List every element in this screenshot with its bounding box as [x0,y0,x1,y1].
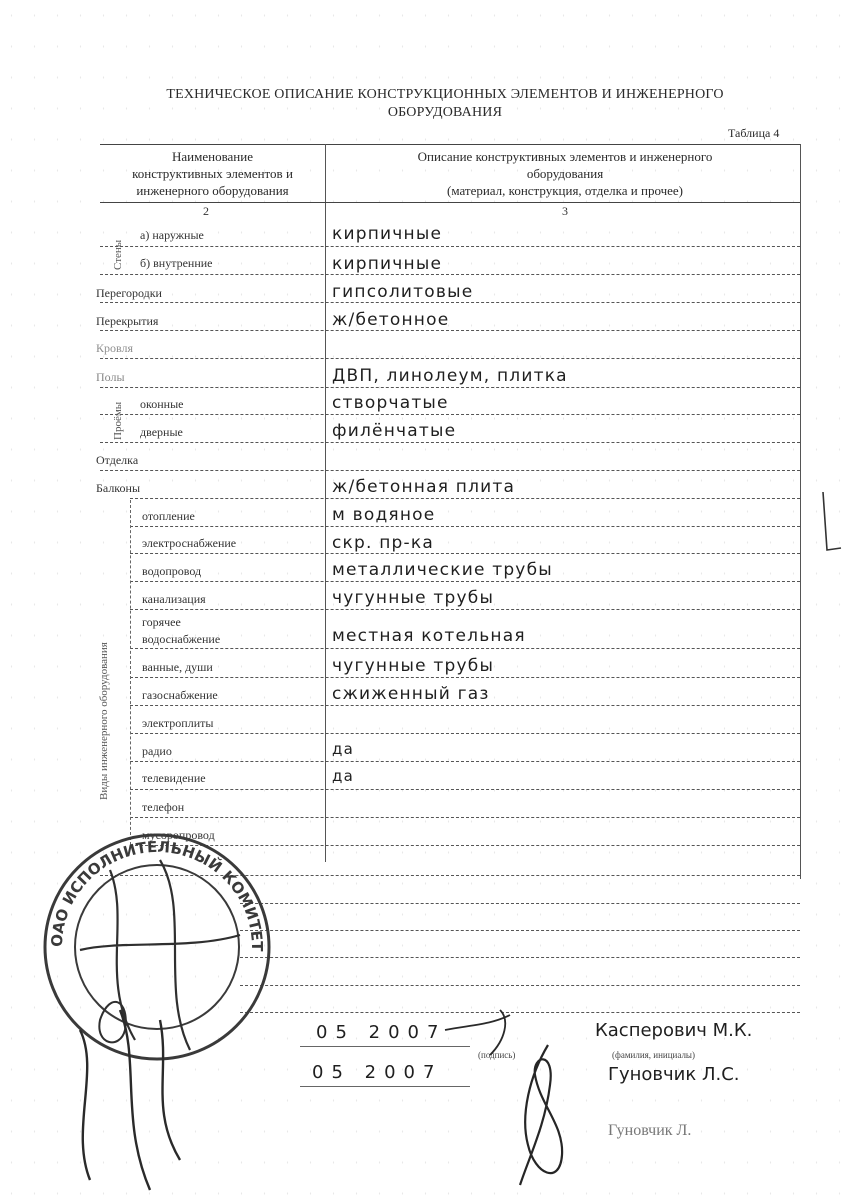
footer-name-2: Гуновчик Л.С. [608,1064,740,1085]
row-label-baths: ванные, души [142,660,213,674]
row-separator [130,553,800,554]
row-separator [130,761,800,762]
column-number-3: 3 [562,204,568,218]
header-bottom-line [100,202,800,203]
footer-name-caption: (фамилия, инициалы) [612,1050,695,1060]
row-label-water-supply: водопровод [142,564,202,578]
initial-mark [440,1005,520,1065]
row-label-floors-slabs: Перекрытия [96,314,159,328]
row-separator [100,387,800,388]
table-number: Таблица 4 [728,126,780,140]
row-separator [130,498,800,499]
row-value-tv: да [332,767,354,785]
title-line-1: ТЕХНИЧЕСКОЕ ОПИСАНИЕ КОНСТРУКЦИОННЫХ ЭЛЕМЕНТОВ И ИНЖЕНЕРНОГО [166,87,724,102]
row-label-walls-inner: б) внутренние [140,256,213,270]
footer-name-3: Гуновчик Л. [608,1122,692,1139]
side-label-utilities: Виды инженерного оборудования [98,642,110,800]
row-label-walls-outer: а) наружные [140,228,204,242]
row-label-roof: Кровля [96,341,134,355]
blank-line [240,930,800,931]
table-top-line [100,144,800,145]
stamp-text: ОАО ИСПОЛНИТЕЛЬНЫЙ КОМИТЕТ [47,837,267,952]
row-label-heating: отопление [142,509,195,523]
row-label-partitions: Перегородки [96,286,162,300]
row-value-baths: чугунные трубы [332,656,495,676]
row-separator [130,677,800,678]
row-label-sewerage: канализация [142,592,206,606]
row-separator [100,442,800,443]
row-separator [130,733,800,734]
row-label-garbage-chute: мусоропровод [142,828,215,842]
row-label-radio: радио [142,744,172,758]
footer-date-1: 05 2007 [316,1022,447,1043]
row-label-electricity: электроснабжение [142,536,237,550]
row-separator [130,817,800,818]
row-separator [130,609,800,610]
svg-text:ОАО ИСПОЛНИТЕЛЬНЫЙ КОМИТЕТ [48,838,266,952]
footer-line-2 [300,1086,470,1087]
row-value-radio: да [332,740,354,758]
row-separator [130,648,800,649]
side-label-openings: Проёмы [112,401,124,440]
header-col-1: Наименование конструктивных элементов и инженерного оборудования [132,149,293,198]
row-separator [100,470,800,471]
row-separator [130,705,800,706]
signature-caption: (подпись) [478,1050,516,1060]
row-value-water-supply: металлические трубы [332,560,553,580]
row-separator [100,302,800,303]
row-label-floors: Полы [96,370,125,384]
row-value-windows: створчатые [332,393,449,413]
row-separator [100,330,800,331]
row-separator [100,358,800,359]
row-label-finishing: Отделка [96,453,139,467]
row-separator [100,246,800,247]
row-value-sewerage: чугунные трубы [332,588,495,608]
row-separator [100,414,800,415]
row-separator [130,526,800,527]
row-label-balconies: Балконы [96,481,141,495]
footer-date-2: 05 2007 [312,1062,443,1083]
row-label-doors: дверные [140,425,183,439]
blank-line [240,985,800,986]
title-line-2: ОБОРУДОВАНИЯ [387,105,503,120]
row-value-walls-inner: кирпичные [332,254,443,274]
row-label-gas: газоснабжение [142,688,218,702]
blank-line [240,957,800,958]
table-right-border [800,144,801,879]
row-label-windows: оконные [140,397,184,411]
document-title [95,86,795,122]
side-label-walls: Стены [112,239,124,270]
header-col-2: Описание конструктивных элементов и инженерного оборудования (материал, конструкция, отделка и прочее) [417,149,713,198]
footer-name-1: Касперович М.К. [595,1020,753,1041]
row-label-hot-water: водоснабжение [142,632,221,646]
row-label-tv: телевидение [142,771,206,785]
row-label-electric-stoves: электроплиты [142,716,214,730]
signature-margin [60,990,200,1200]
column-number-2: 2 [203,204,209,218]
blank-line [240,1012,800,1013]
sub-column-divider [130,500,131,845]
row-value-walls-outer: кирпичные [332,224,443,244]
row-value-heating: м водяное [332,505,436,525]
row-value-electricity: скр. пр-ка [332,533,434,553]
row-separator [130,581,800,582]
column-divider [325,144,326,862]
row-value-partitions: гипсолитовые [332,282,474,302]
row-separator [130,789,800,790]
row-value-balconies: ж/бетонная плита [332,477,516,497]
row-value-hot-water: местная котельная [332,626,526,646]
blank-line [240,903,800,904]
margin-bracket [815,490,845,570]
row-value-doors: филёнчатые [332,421,457,441]
row-separator [100,274,800,275]
row-value-gas: сжиженный газ [332,684,490,704]
row-value-floors: ДВП, линолеум, плитка [332,366,568,386]
row-label-phone: телефон [142,800,185,814]
row-value-floors-slabs: ж/бетонное [332,310,450,330]
row-label-hot: горячее [142,615,181,629]
